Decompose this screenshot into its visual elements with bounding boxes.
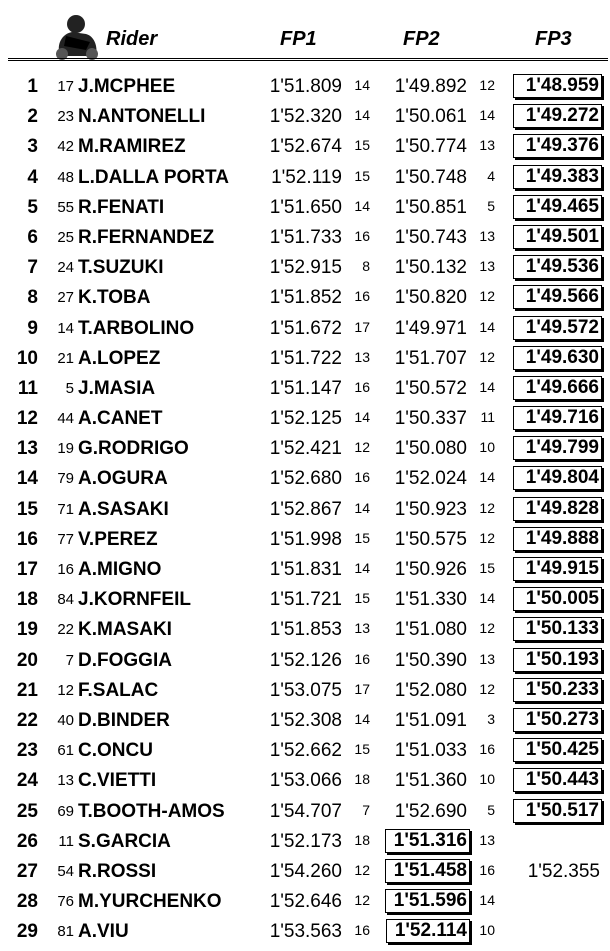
- header-fp2: FP2: [403, 28, 440, 50]
- fp1-lap-cell: 16: [354, 227, 370, 244]
- fp2-lap-cell: 14: [479, 469, 495, 486]
- fp1-lap-cell: 13: [354, 620, 370, 637]
- fp3-time-cell: 1'50.233: [513, 678, 602, 702]
- fp1-lap-cell: 14: [354, 107, 370, 124]
- header-divider: [8, 60, 608, 61]
- position-cell: 1: [27, 76, 38, 97]
- fp1-time-cell: 1'52.421: [269, 438, 342, 460]
- fp1-lap-cell: 15: [354, 529, 370, 546]
- fp3-time-cell: 1'50.425: [513, 738, 602, 762]
- fp3-time-cell: 1'49.630: [513, 346, 602, 370]
- rider-number-cell: 54: [57, 862, 74, 880]
- fp2-lap-cell: 14: [479, 318, 495, 335]
- fp1-time-cell: 1'51.650: [269, 196, 342, 218]
- table-row: [0, 163, 610, 193]
- table-row: [0, 193, 610, 223]
- fp1-lap-cell: 12: [354, 892, 370, 909]
- table-row: [0, 766, 610, 796]
- fp2-time-cell: 1'51.596: [385, 889, 470, 913]
- position-cell: 7: [27, 257, 38, 279]
- position-cell: 12: [16, 408, 38, 430]
- fp1-time-cell: 1'51.721: [269, 589, 342, 611]
- fp2-time-cell: 1'51.033: [394, 740, 467, 762]
- fp1-lap-cell: 14: [354, 710, 370, 727]
- position-cell: 11: [17, 377, 38, 399]
- fp1-time-cell: 1'52.126: [269, 649, 342, 671]
- fp1-time-cell: 1'51.852: [269, 287, 342, 309]
- table-row: [0, 797, 610, 827]
- table-row: [0, 525, 610, 555]
- fp1-lap-cell: 15: [354, 590, 370, 607]
- position-cell: 3: [27, 136, 38, 158]
- fp3-time-cell: 1'49.376: [513, 134, 602, 158]
- fp1-lap-cell: 18: [354, 831, 370, 848]
- fp2-lap-cell: 10: [479, 439, 495, 456]
- fp2-lap-cell: 5: [487, 197, 495, 214]
- rider-number-cell: 24: [57, 259, 74, 277]
- fp3-time-cell: 1'49.566: [513, 285, 602, 309]
- rider-name-cell: C.ONCU: [78, 740, 153, 762]
- rider-number-cell: 42: [57, 138, 74, 156]
- fp3-time-cell: 1'49.888: [513, 527, 602, 551]
- fp2-lap-cell: 13: [479, 258, 495, 275]
- fp2-time-cell: 1'52.080: [394, 679, 467, 701]
- fp2-time-cell: 1'50.820: [394, 287, 467, 309]
- fp2-time-cell: 1'50.926: [394, 559, 467, 580]
- fp2-lap-cell: 12: [479, 288, 495, 305]
- rider-name-cell: R.FENATI: [78, 196, 165, 218]
- fp1-lap-cell: 7: [362, 801, 370, 818]
- fp1-lap-cell: 12: [354, 439, 370, 456]
- rider-name-cell: R.FERNANDEZ: [78, 226, 215, 248]
- rider-name-cell: S.GARCIA: [78, 830, 171, 852]
- table-row: [0, 283, 610, 313]
- fp1-lap-cell: 17: [354, 680, 370, 697]
- table-row: [0, 314, 610, 344]
- position-cell: 18: [16, 589, 38, 611]
- position-cell: 25: [16, 800, 38, 822]
- table-row: [0, 887, 610, 917]
- table-row: [0, 615, 610, 645]
- rider-number-cell: 12: [57, 681, 74, 699]
- rider-number-cell: 71: [57, 500, 74, 518]
- rider-number-cell: 27: [57, 289, 74, 307]
- fp1-lap-cell: 8: [362, 258, 370, 275]
- header-fp3: FP3: [535, 28, 572, 50]
- fp3-time-cell: 1'49.501: [513, 225, 602, 249]
- fp3-time-cell: 1'49.572: [513, 316, 602, 340]
- position-cell: 10: [16, 347, 38, 369]
- fp1-lap-cell: 17: [354, 318, 370, 335]
- rider-name-cell: K.TOBA: [78, 287, 151, 309]
- rider-name-cell: T.ARBOLINO: [78, 317, 195, 339]
- table-row: [0, 857, 610, 887]
- fp1-time-cell: 1'51.147: [269, 377, 342, 399]
- fp3-time-cell: 1'50.193: [513, 648, 602, 672]
- rider-number-cell: 23: [57, 108, 74, 126]
- rider-number-cell: 13: [57, 772, 74, 790]
- rider-number-cell: 61: [57, 742, 74, 760]
- position-cell: 21: [16, 679, 38, 701]
- fp2-lap-cell: 10: [479, 771, 495, 788]
- fp1-time-cell: 1'52.915: [269, 257, 342, 279]
- fp2-lap-cell: 12: [479, 348, 495, 365]
- position-cell: 24: [16, 770, 38, 792]
- rider-number-cell: 14: [57, 319, 74, 337]
- fp2-lap-cell: 5: [487, 801, 495, 818]
- fp2-lap-cell: 4: [487, 167, 495, 184]
- table-row: [0, 404, 610, 434]
- fp1-lap-cell: 14: [354, 197, 370, 214]
- position-cell: 4: [27, 166, 38, 188]
- fp1-lap-cell: 12: [354, 861, 370, 878]
- fp3-time-cell: 1'49.716: [513, 406, 602, 430]
- position-cell: 2: [27, 106, 38, 128]
- rider-number-cell: 17: [57, 78, 74, 95]
- fp3-time-cell: 1'50.273: [513, 708, 602, 732]
- fp2-lap-cell: 14: [479, 378, 495, 395]
- fp1-time-cell: 1'52.662: [269, 740, 342, 762]
- table-row: [0, 706, 610, 736]
- table-row: [0, 646, 610, 676]
- fp2-lap-cell: 12: [479, 77, 495, 93]
- position-cell: 8: [27, 287, 38, 309]
- fp2-lap-cell: 13: [479, 227, 495, 244]
- position-cell: 15: [16, 498, 38, 520]
- fp2-time-cell: 1'51.707: [394, 347, 467, 369]
- fp2-time-cell: 1'50.851: [394, 196, 467, 218]
- header-rider: Rider: [106, 28, 158, 50]
- rider-name-cell: T.BOOTH-AMOS: [78, 800, 225, 822]
- fp2-time-cell: 1'52.024: [394, 468, 467, 490]
- rider-number-cell: 69: [57, 802, 74, 820]
- rider-name-cell: J.KORNFEIL: [78, 589, 191, 611]
- rider-name-cell: D.BINDER: [78, 709, 170, 731]
- table-row: [0, 917, 610, 947]
- position-cell: 14: [16, 468, 38, 490]
- rider-name-cell: C.VIETTI: [78, 770, 157, 792]
- fp1-time-cell: 1'52.646: [269, 891, 342, 913]
- fp2-lap-cell: 13: [479, 831, 495, 848]
- fp2-time-cell: 1'49.971: [394, 317, 467, 339]
- fp1-time-cell: 1'51.998: [269, 528, 342, 550]
- fp1-time-cell: 1'52.308: [269, 709, 342, 731]
- rider-name-cell: A.VIU: [78, 921, 129, 943]
- fp1-time-cell: 1'52.674: [269, 136, 342, 158]
- fp1-lap-cell: 16: [354, 650, 370, 667]
- position-cell: 23: [16, 740, 38, 762]
- fp1-lap-cell: 14: [354, 499, 370, 516]
- fp1-time-cell: 1'51.733: [269, 226, 342, 248]
- fp2-lap-cell: 13: [479, 137, 495, 154]
- rider-name-cell: A.MIGNO: [78, 559, 162, 580]
- position-cell: 13: [16, 438, 38, 460]
- table-row: [0, 223, 610, 253]
- rider-number-cell: 22: [57, 621, 74, 639]
- fp2-time-cell: 1'51.330: [394, 589, 467, 611]
- fp2-lap-cell: 3: [487, 710, 495, 727]
- fp1-time-cell: 1'52.173: [269, 830, 342, 852]
- position-cell: 19: [16, 619, 38, 641]
- rider-number-cell: 76: [57, 893, 74, 911]
- fp1-lap-cell: 16: [354, 288, 370, 305]
- fp1-time-cell: 1'54.260: [269, 860, 342, 882]
- fp2-time-cell: 1'50.748: [394, 166, 467, 188]
- rider-number-cell: 77: [57, 530, 74, 548]
- fp2-lap-cell: 12: [479, 529, 495, 546]
- rider-name-cell: J.MCPHEE: [78, 76, 176, 97]
- position-cell: 28: [16, 891, 38, 913]
- fp1-lap-cell: 13: [354, 348, 370, 365]
- fp2-time-cell: 1'51.091: [394, 709, 467, 731]
- fp2-lap-cell: 16: [479, 741, 495, 758]
- fp1-time-cell: 1'52.320: [269, 106, 342, 128]
- header-fp1: FP1: [280, 28, 317, 50]
- rider-name-cell: V.PEREZ: [78, 528, 158, 550]
- fp2-time-cell: 1'51.316: [385, 829, 470, 853]
- fp3-time-cell: 1'49.799: [513, 436, 602, 460]
- position-cell: 20: [16, 649, 38, 671]
- rider-number-cell: 21: [57, 349, 74, 367]
- rider-name-cell: K.MASAKI: [78, 619, 172, 641]
- position-cell: 27: [16, 860, 38, 882]
- rider-number-cell: 11: [58, 832, 74, 850]
- rider-number-cell: 40: [57, 711, 74, 729]
- fp3-time-cell: 1'49.804: [513, 466, 602, 490]
- rider-number-cell: 25: [57, 228, 74, 246]
- fp3-time-cell: 1'50.133: [513, 617, 602, 641]
- fp3-time-cell: 1'50.005: [513, 587, 602, 611]
- fp2-time-cell: 1'50.743: [394, 226, 467, 248]
- fp2-time-cell: 1'50.774: [394, 136, 467, 158]
- rider-name-cell: J.MASIA: [78, 377, 156, 399]
- fp1-lap-cell: 15: [354, 167, 370, 184]
- fp2-lap-cell: 12: [479, 620, 495, 637]
- fp1-lap-cell: 18: [354, 771, 370, 788]
- position-cell: 22: [16, 709, 38, 731]
- rider-name-cell: L.DALLA PORTA: [78, 166, 229, 188]
- fp3-time-cell: 1'52.355: [527, 860, 600, 882]
- rider-name-cell: T.SUZUKI: [78, 257, 164, 279]
- rider-name-cell: N.ANTONELLI: [78, 106, 206, 128]
- fp2-lap-cell: 10: [479, 922, 495, 939]
- rider-number-cell: 19: [57, 440, 74, 458]
- rider-name-cell: M.RAMIREZ: [78, 136, 186, 158]
- fp3-time-cell: 1'49.915: [513, 557, 602, 581]
- fp1-lap-cell: 14: [354, 409, 370, 426]
- motorcycle-rider-icon: [46, 6, 106, 60]
- table-row: [0, 676, 610, 706]
- rider-name-cell: M.YURCHENKO: [78, 891, 222, 913]
- fp2-lap-cell: 14: [479, 107, 495, 124]
- table-row: [0, 344, 610, 374]
- fp2-time-cell: 1'50.923: [394, 498, 467, 520]
- fp1-lap-cell: 16: [354, 922, 370, 939]
- fp1-time-cell: 1'51.809: [269, 76, 342, 97]
- rider-number-cell: 44: [57, 410, 74, 428]
- position-cell: 5: [27, 196, 38, 218]
- fp1-lap-cell: 15: [354, 741, 370, 758]
- fp1-time-cell: 1'51.853: [269, 619, 342, 641]
- fp2-lap-cell: 11: [480, 409, 495, 426]
- fp1-lap-cell: 15: [354, 137, 370, 154]
- fp2-lap-cell: 13: [479, 650, 495, 667]
- fp2-time-cell: 1'50.572: [394, 377, 467, 399]
- table-row: [0, 464, 610, 494]
- fp2-time-cell: 1'50.575: [394, 528, 467, 550]
- fp2-time-cell: 1'51.360: [394, 770, 467, 792]
- fp2-lap-cell: 12: [479, 499, 495, 516]
- rider-name-cell: G.RODRIGO: [78, 438, 189, 460]
- fp2-time-cell: 1'50.390: [394, 649, 467, 671]
- table-row: [0, 132, 610, 162]
- position-cell: 9: [27, 317, 38, 339]
- fp2-time-cell: 1'51.080: [394, 619, 467, 641]
- position-cell: 16: [16, 528, 38, 550]
- table-row: [0, 253, 610, 283]
- fp2-lap-cell: 14: [479, 590, 495, 607]
- fp3-time-cell: 1'49.666: [513, 376, 602, 400]
- fp2-time-cell: 1'50.132: [394, 257, 467, 279]
- fp1-time-cell: 1'51.722: [269, 347, 342, 369]
- table-row: [0, 374, 610, 404]
- rider-number-cell: 79: [57, 470, 74, 488]
- table-row: [0, 585, 610, 615]
- fp1-time-cell: 1'52.680: [269, 468, 342, 490]
- fp2-time-cell: 1'50.337: [394, 408, 467, 430]
- header-divider: [8, 58, 608, 59]
- rider-name-cell: F.SALAC: [78, 679, 159, 701]
- rider-name-cell: D.FOGGIA: [78, 649, 172, 671]
- fp2-time-cell: 1'50.080: [394, 438, 467, 460]
- table-row: [0, 434, 610, 464]
- rider-number-cell: 5: [65, 379, 74, 397]
- fp2-time-cell: 1'50.061: [394, 106, 467, 128]
- fp3-time-cell: 1'49.828: [513, 497, 602, 521]
- table-row: [0, 495, 610, 525]
- fp1-time-cell: 1'52.867: [269, 498, 342, 520]
- fp1-time-cell: 1'52.119: [271, 166, 342, 188]
- rider-number-cell: 7: [65, 651, 74, 669]
- fp1-time-cell: 1'53.066: [269, 770, 342, 792]
- fp1-time-cell: 1'53.563: [269, 921, 342, 943]
- fp2-lap-cell: 12: [479, 680, 495, 697]
- rider-name-cell: A.SASAKI: [78, 498, 169, 520]
- rider-name-cell: R.ROSSI: [78, 860, 157, 882]
- fp1-lap-cell: 16: [354, 469, 370, 486]
- fp3-time-cell: 1'50.443: [513, 768, 602, 792]
- position-cell: 26: [16, 830, 38, 852]
- rider-name-cell: A.LOPEZ: [78, 347, 161, 369]
- fp3-time-cell: 1'49.536: [513, 255, 602, 279]
- fp2-time-cell: 1'51.458: [385, 859, 470, 883]
- fp1-time-cell: 1'51.831: [269, 559, 342, 580]
- results-table: [0, 72, 610, 947]
- position-cell: 29: [16, 921, 38, 943]
- fp2-time-cell: 1'49.892: [394, 76, 467, 97]
- rider-number-cell: 55: [57, 198, 74, 216]
- fp2-time-cell: 1'52.114: [386, 919, 470, 943]
- rider-number-cell: 84: [57, 591, 74, 609]
- fp1-time-cell: 1'51.672: [269, 317, 342, 339]
- fp2-lap-cell: 14: [479, 892, 495, 909]
- fp1-time-cell: 1'53.075: [269, 679, 342, 701]
- fp3-time-cell: 1'48.959: [513, 74, 602, 98]
- fp2-lap-cell: 15: [479, 560, 495, 576]
- rider-number-cell: 16: [57, 561, 74, 578]
- table-row: [0, 72, 610, 102]
- position-cell: 17: [16, 559, 38, 580]
- table-row: [0, 827, 610, 857]
- fp1-time-cell: 1'52.125: [269, 408, 342, 430]
- fp3-time-cell: 1'49.383: [513, 165, 602, 189]
- rider-number-cell: 48: [57, 168, 74, 186]
- table-row: [0, 736, 610, 766]
- rider-number-cell: 81: [57, 923, 74, 941]
- rider-name-cell: A.OGURA: [78, 468, 168, 490]
- fp3-time-cell: 1'50.517: [513, 799, 602, 823]
- table-row: [0, 102, 610, 132]
- table-row: [0, 555, 610, 585]
- table-header: [0, 0, 610, 62]
- rider-name-cell: A.CANET: [78, 408, 163, 430]
- fp1-lap-cell: 16: [354, 378, 370, 395]
- fp3-time-cell: 1'49.465: [513, 195, 602, 219]
- position-cell: 6: [27, 226, 38, 248]
- fp2-time-cell: 1'52.690: [394, 800, 467, 822]
- fp2-lap-cell: 16: [479, 861, 495, 878]
- fp3-time-cell: 1'49.272: [513, 104, 602, 128]
- fp1-time-cell: 1'54.707: [269, 800, 342, 822]
- fp1-lap-cell: 14: [354, 560, 370, 576]
- fp1-lap-cell: 14: [354, 77, 370, 93]
